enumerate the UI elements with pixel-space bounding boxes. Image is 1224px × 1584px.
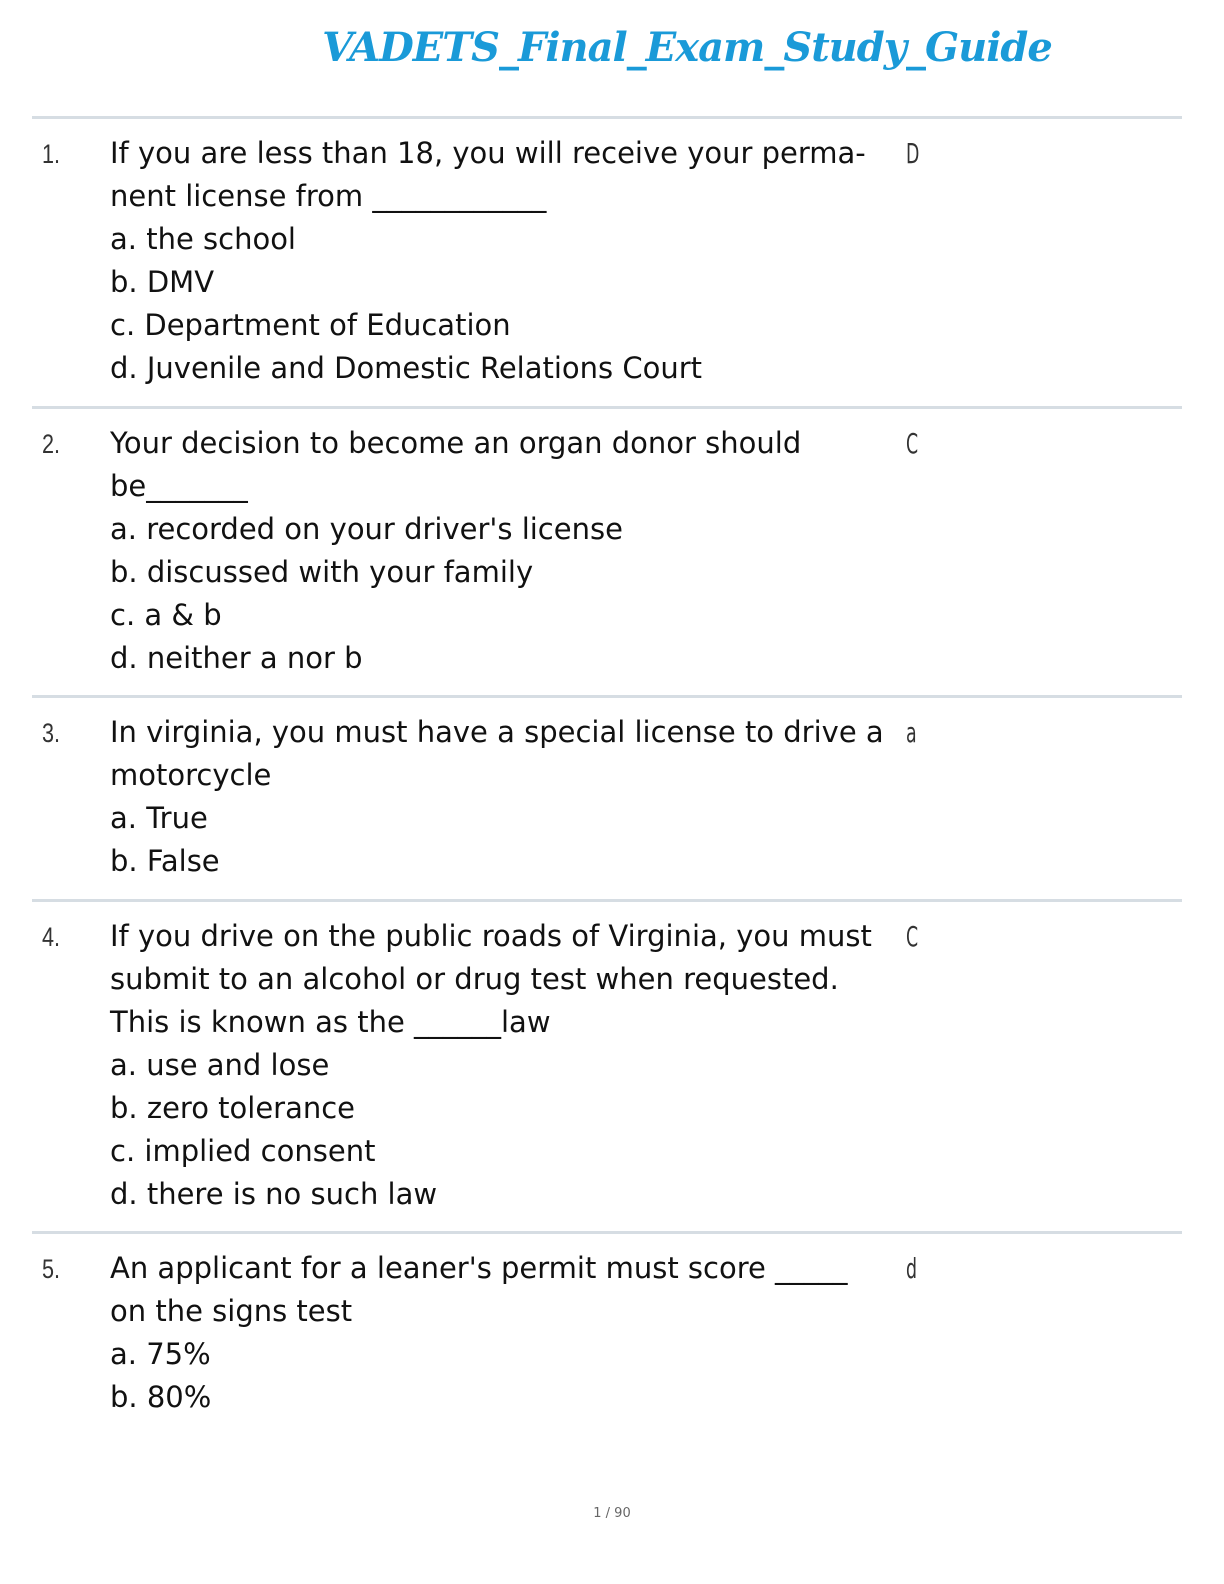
answer-option: d. there is no such law [110, 1177, 438, 1211]
answer-key: C [906, 920, 919, 953]
answer-option: b. discussed with your family [110, 555, 534, 589]
answer-key: C [906, 427, 919, 460]
answer-key: d [906, 1252, 918, 1285]
question-item [32, 406, 1182, 695]
question-item [32, 1231, 1182, 1431]
question-list [32, 116, 1182, 1431]
question-body [110, 132, 890, 390]
question-text: In virginia, you must have a special license to drive a motorcycle [110, 715, 884, 792]
question-text: Your decision to become an organ donor should be_______ [110, 426, 802, 503]
answer-option: b. zero tolerance [110, 1091, 356, 1125]
answer-option: a. 75% [110, 1337, 211, 1371]
question-item [32, 899, 1182, 1231]
question-text: If you are less than 18, you will receive your perma- nent license from ____________ [110, 136, 866, 213]
question-item [32, 116, 1182, 406]
question-number: 2. [42, 429, 61, 459]
answer-key: D [906, 137, 920, 170]
page-indicator: 1 / 90 [593, 1506, 631, 1521]
answer-option: c. implied consent [110, 1134, 376, 1168]
question-body [110, 1247, 890, 1419]
answer-option: c. Department of Education [110, 308, 511, 342]
question-item [32, 695, 1182, 899]
question-text: If you drive on the public roads of Virginia, you must submit to an alcohol or drug test when requested. This is known as the ______law [110, 919, 872, 1039]
question-text: An applicant for a leaner's permit must score _____ on the signs test [110, 1251, 848, 1328]
answer-option: a. the school [110, 222, 296, 256]
answer-option: b. False [110, 844, 220, 878]
document-title: VADETS_Final_Exam_Study_Guide [322, 24, 1052, 71]
answer-option: d. neither a nor b [110, 641, 363, 675]
answer-option: a. True [110, 801, 208, 835]
question-number: 1. [42, 139, 61, 169]
question-number: 5. [42, 1254, 61, 1284]
answer-option: c. a & b [110, 598, 222, 632]
answer-option: d. Juvenile and Domestic Relations Court [110, 351, 703, 385]
question-number: 4. [42, 922, 61, 952]
question-number: 3. [42, 718, 61, 748]
question-body [110, 422, 890, 680]
answer-key: a [906, 716, 917, 749]
answer-option: b. 80% [110, 1380, 212, 1414]
answer-option: a. recorded on your driver's license [110, 512, 623, 546]
question-body [110, 915, 890, 1216]
answer-option: b. DMV [110, 265, 215, 299]
question-body [110, 711, 890, 883]
answer-option: a. use and lose [110, 1048, 330, 1082]
